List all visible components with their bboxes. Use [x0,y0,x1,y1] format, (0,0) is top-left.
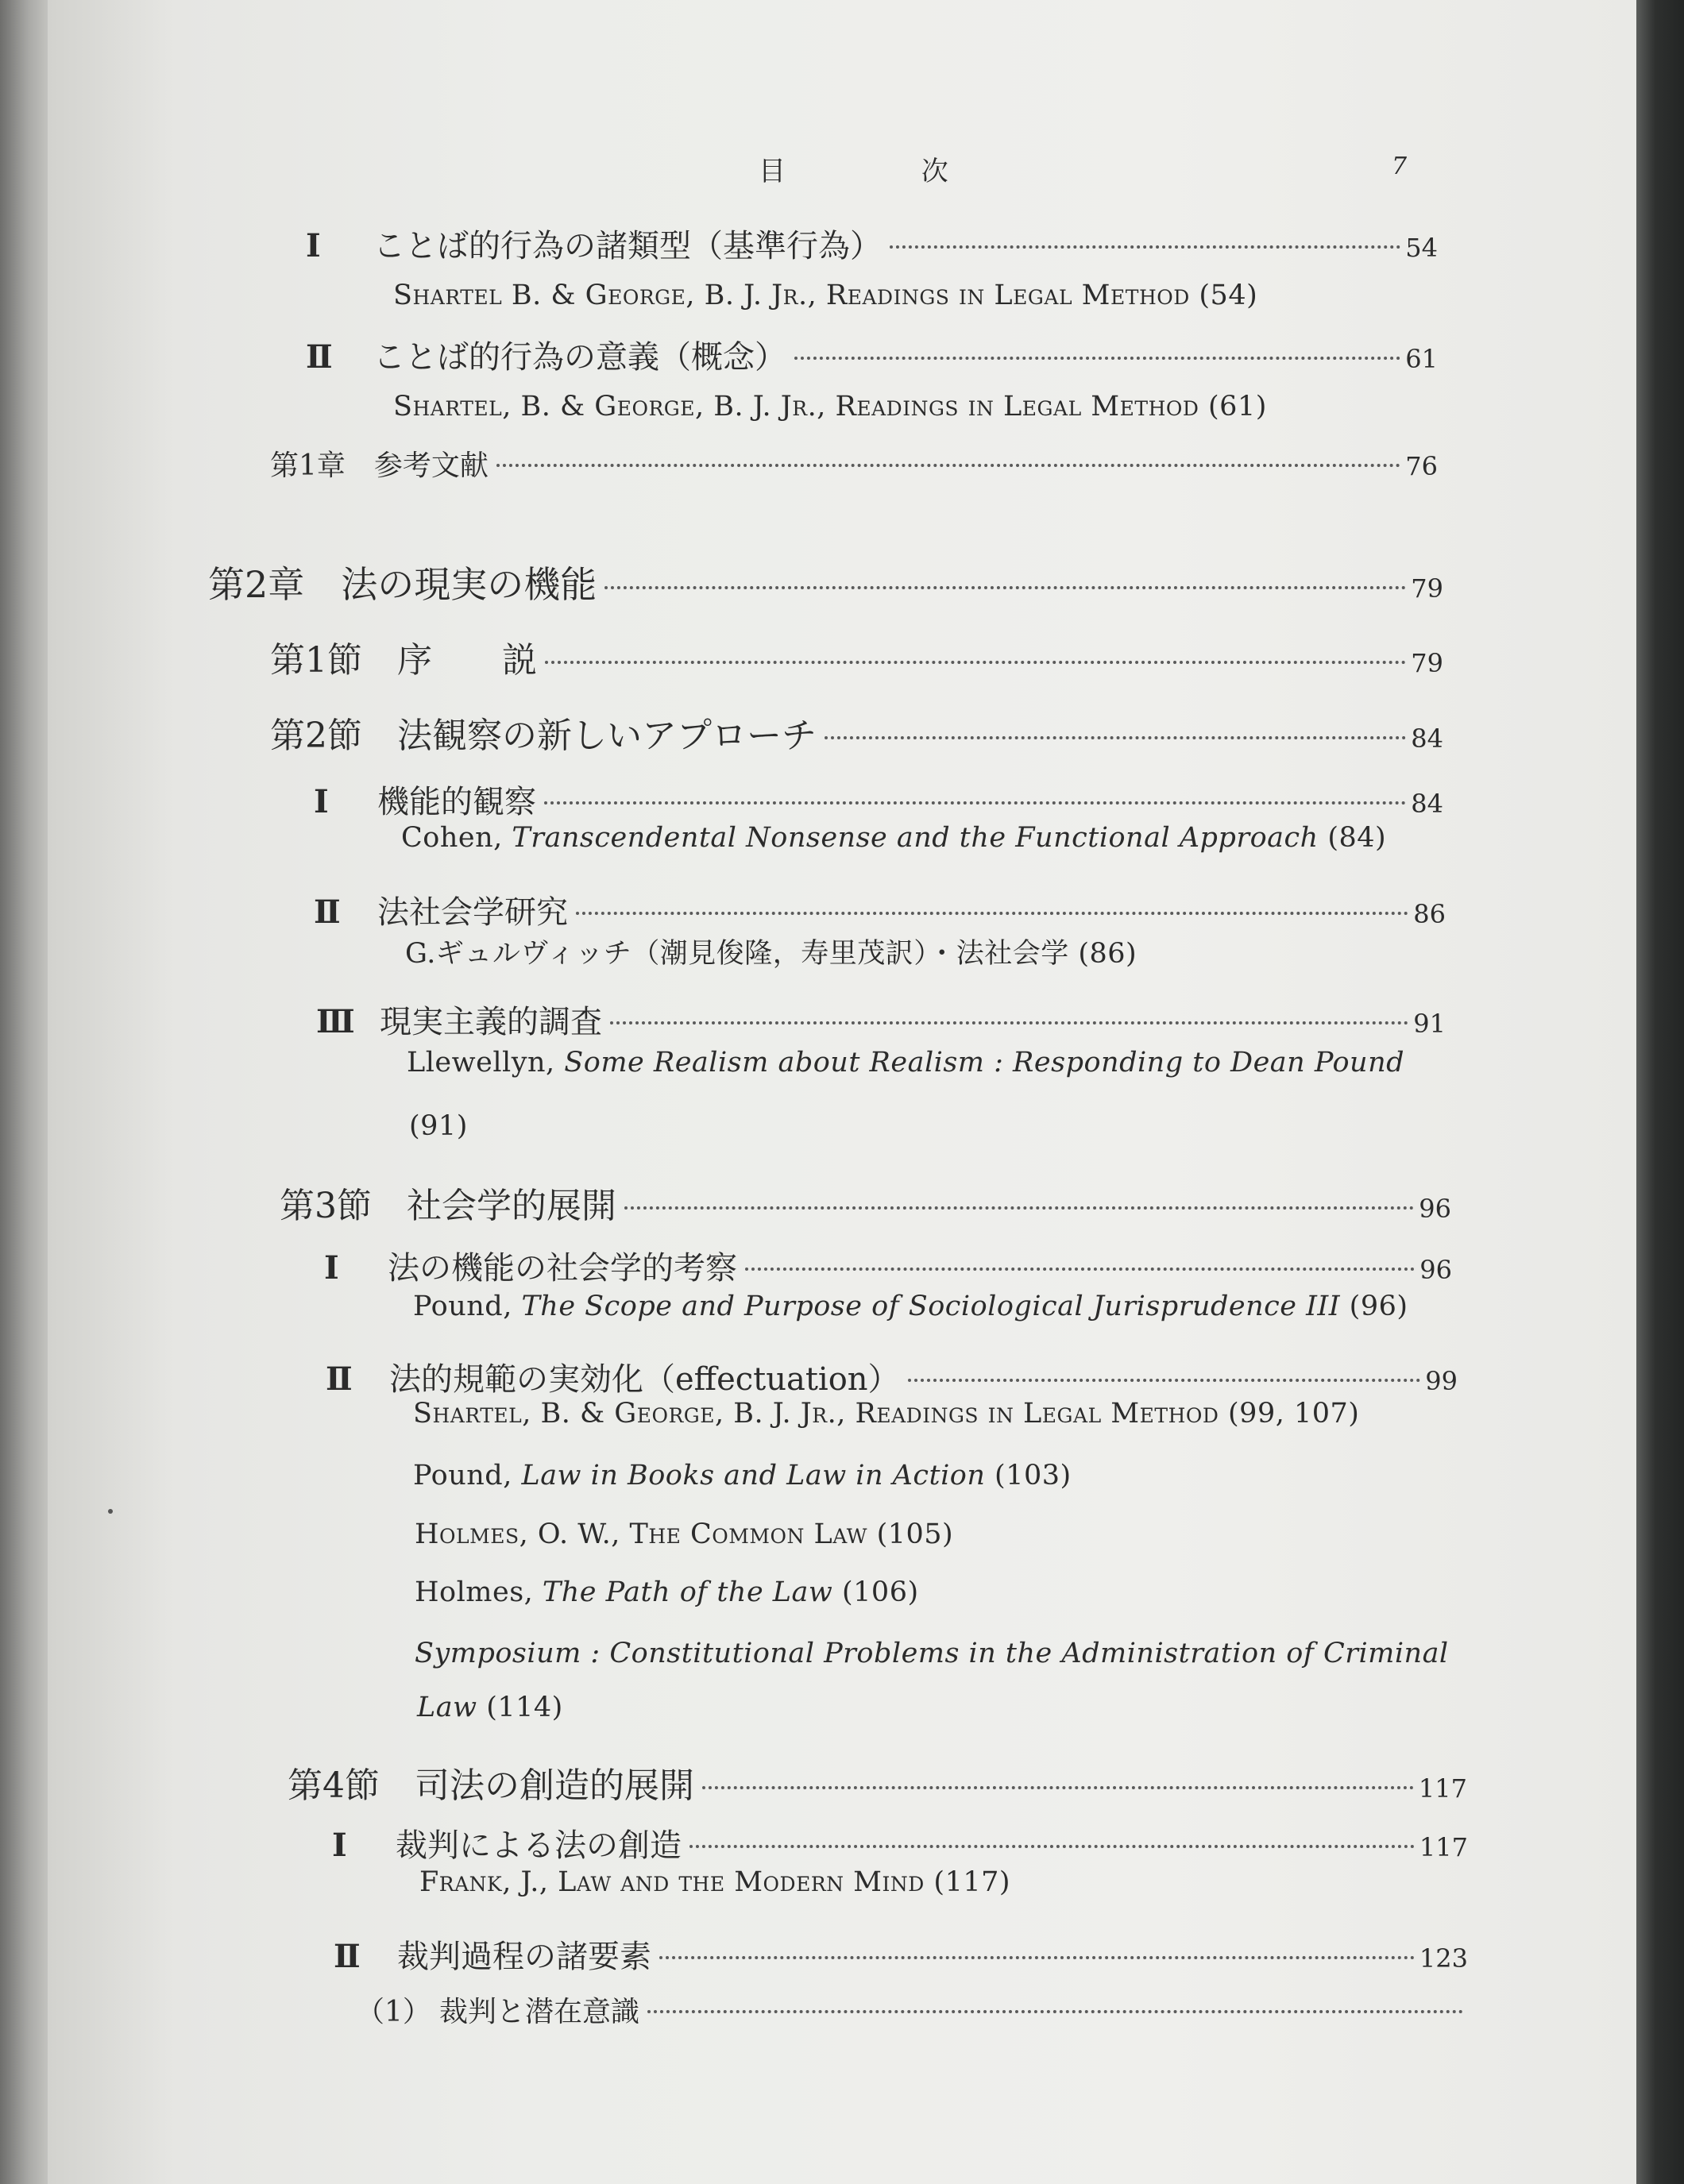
entry-numeral: Ⅰ [314,783,329,820]
entry-page: 61 [1405,344,1438,374]
reference-line [393,391,1267,423]
entry-page: 79 [1411,573,1443,604]
toc-entry [332,1820,1468,1865]
reference-page: (84) [1318,822,1387,854]
reference-page: (91) [409,1110,468,1142]
section-heading [280,1177,1451,1226]
reference-author: Cohen, [401,822,512,854]
reference-page: (99, 107) [1219,1398,1360,1430]
reference-author: Llewellyn, [407,1047,565,1078]
reference-author: Holmes, [415,1576,543,1608]
dot-leader [610,1021,1408,1024]
entry-page: 123 [1419,1943,1468,1974]
dot-leader [659,1956,1415,1959]
reference-author-title: Holmes, O. W., The Common Law [415,1518,867,1550]
dot-leader [576,912,1408,915]
entry-numeral: Ⅰ [332,1827,347,1864]
toc-entry [314,777,1443,821]
dot-leader [496,464,1400,467]
reference-line [405,932,1137,971]
reference-line [415,1576,919,1608]
section-heading [270,707,1443,756]
entry-page: 96 [1419,1255,1452,1285]
section-heading [270,631,1443,681]
chapter-heading [208,556,1443,606]
toc-entry [306,332,1438,376]
dot-leader [825,736,1406,739]
entry-title: ことば的行為の諸類型（基準行為） [373,228,882,264]
entry-title: 第1節 序 説 [270,640,537,681]
entry-page: 117 [1418,1773,1467,1804]
reference-page: (106) [832,1576,919,1608]
toc-entry [326,1354,1458,1399]
dot-leader [689,1845,1415,1848]
entry-title: 法の機能の社会学的考察 [388,1250,737,1287]
entry-numeral: Ⅲ [316,1003,355,1040]
entry-page: 84 [1411,723,1443,754]
entry-title: 法的規範の実効化（effectuation） [389,1361,900,1398]
running-title: 目 次 [759,156,1012,187]
entry-numeral: Ⅱ [306,338,333,376]
dot-leader [745,1268,1415,1271]
entry-title: 第4節 司法の創造的展開 [288,1765,694,1806]
dot-leader [702,1786,1414,1789]
reference-line [393,280,1257,311]
reference-title: Transcendental Nonsense and the Functional Approach [512,822,1319,854]
entry-page: 99 [1425,1366,1458,1396]
reference-author-title: Shartel B. & George, B. J. Jr., Readings in Legal Method [393,280,1190,311]
dot-leader [890,245,1400,249]
entry-title: 裁判による法の創造 [396,1827,682,1864]
dot-leader [544,801,1406,805]
entry-page: 79 [1411,648,1443,678]
entry-page: 84 [1411,789,1443,819]
entry-title: 裁判と潜在意識 [439,1996,640,2028]
entry-numeral: Ⅰ [324,1249,339,1287]
reference-page: (103) [985,1460,1072,1491]
entry-page: 76 [1405,451,1438,481]
reference-author-title: Shartel, B. & George, B. J. Jr., Readings in Legal Method [393,391,1199,423]
entry-title: 第3節 社会学的展開 [280,1186,616,1226]
reference-author-title: Shartel, B. & George, B. J. Jr., Readings in Legal Method [413,1398,1219,1430]
reference-line [415,1638,1449,1669]
toc-entry [316,997,1446,1041]
reference-line [409,1110,468,1142]
reference-author: Pound, [413,1460,522,1491]
paper-speck [108,1509,113,1514]
reference-line [401,822,1386,854]
page-header [0,149,1684,197]
entry-title: 第2章 法の現実の機能 [208,563,597,606]
entry-title: 第2節 法観察の新しいアプローチ [270,716,817,756]
reference-line [413,1460,1072,1491]
dot-leader [794,357,1400,360]
reference-title: Symposium : Constitutional Problems in the Administration of Criminal [415,1638,1449,1669]
reference-title: The Scope and Purpose of Sociological Jurisprudence III [521,1291,1341,1322]
toc-entry [314,887,1446,932]
reference-title: Law in Books and Law in Action [521,1460,986,1491]
toc-entry [270,443,1438,488]
reference-author: Pound, [413,1291,522,1322]
reference-text: G.ギュルヴィッチ（潮見俊隆，寿里茂訳）・法社会学 (86) [405,938,1137,970]
toc-entry [334,1931,1468,1976]
toc-entry [356,1989,1468,2034]
dot-leader [647,2010,1463,2013]
section-heading [288,1757,1467,1806]
reference-author-title: Frank, J., Law and the Modern Mind [419,1866,925,1898]
entry-page: 54 [1405,233,1438,263]
reference-page: (61) [1199,391,1267,423]
page-number: 7 [1392,152,1408,180]
reference-title: Law [417,1692,477,1723]
dot-leader [908,1379,1421,1382]
book-cover-edge [1636,0,1684,2184]
toc-entry [306,221,1438,265]
reference-page: (114) [477,1692,563,1723]
entry-numeral: Ⅰ [306,227,321,264]
reference-line [417,1692,563,1723]
entry-page: 86 [1413,899,1446,929]
dot-leader [624,1206,1414,1210]
entry-numeral: Ⅱ [334,1938,361,1975]
entry-numeral: Ⅱ [314,893,341,931]
reference-page: (117) [924,1866,1011,1898]
entry-title: ことば的行為の意義（概念） [373,339,786,376]
reference-line [413,1291,1408,1322]
entry-page: 117 [1419,1832,1468,1862]
dot-leader [604,586,1406,589]
toc-entry [324,1243,1452,1287]
entry-page: 91 [1413,1009,1446,1039]
reference-title: The Path of the Law [542,1576,833,1608]
entry-numeral: Ⅱ [326,1360,353,1398]
reference-line [413,1398,1359,1430]
entry-title: 第1章 参考文献 [270,450,489,482]
dot-leader [545,661,1406,664]
reference-page: (105) [867,1518,954,1550]
entry-numeral: （1） [356,1996,431,2028]
reference-page: (96) [1340,1291,1408,1322]
entry-title: 機能的観察 [377,784,536,820]
reference-page: (54) [1189,280,1258,311]
reference-line [419,1866,1010,1898]
entry-title: 裁判過程の諸要素 [397,1939,651,1975]
reference-title: Some Realism about Realism : Responding to Dean Pound [564,1047,1405,1078]
reference-line [407,1047,1404,1078]
reference-line [415,1518,953,1550]
entry-title: 現実主義的調査 [380,1004,602,1040]
entry-title: 法社会学研究 [377,894,568,931]
entry-page: 96 [1419,1194,1451,1224]
